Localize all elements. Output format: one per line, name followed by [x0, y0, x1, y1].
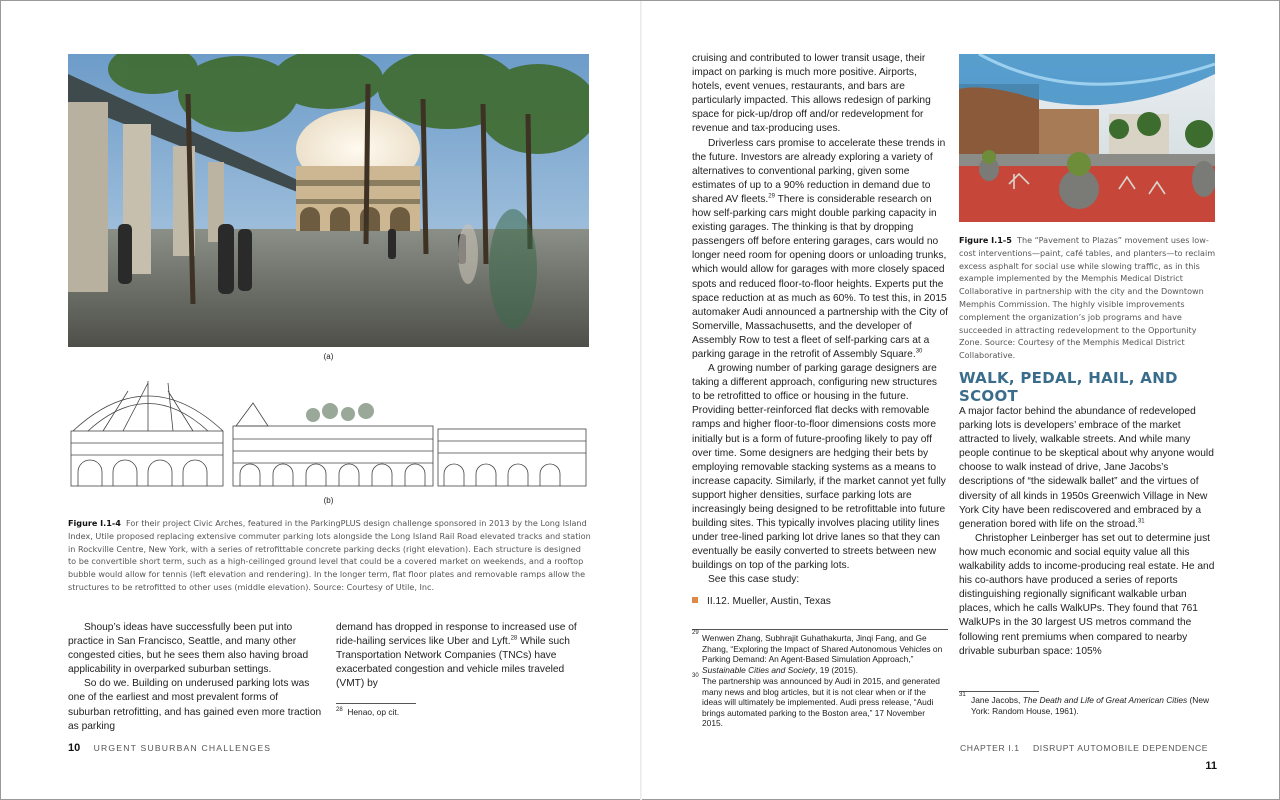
- text-run: A major factor behind the abundance of redeveloped parking lots is developers’ embrace of the market attracted to lively, walkable streets. And while many people continue to be skeptical about why anyone would choose to walk instead of drive, Jane Jacobs’s descriptions of “the sidewalk ballet” and the virtues of diversity of all kinds in 1950s Greenwich Village in New York City have been rediscovered and embraced by a generation bored with life on the stroad.: [959, 406, 1214, 530]
- journal-title: Sustainable Cities and Society: [702, 664, 816, 675]
- footnote-text: The partnership was announced by Audi in 2015, and generated many news and blog articles, but it is not clear when or if the ideas will ultimately be implemented. Audi press release, “Audi brings automated parking to the Boston area,” 17 November 2015.: [702, 676, 940, 729]
- right-column-2: [959, 405, 1217, 659]
- footnote-31: [959, 692, 1217, 716]
- footnote-rule: [959, 691, 1039, 692]
- paragraph: So do we. Building on underused parking lots was one of the earliest and most prevalent forms of suburban retrofitting, and has gained even more traction as parking: [68, 678, 322, 732]
- chapter-label: CHAPTER I.1: [960, 743, 1020, 753]
- right-page: [641, 1, 1280, 800]
- footnote-29: [692, 630, 948, 675]
- text-run: , 19 (2015).: [815, 664, 858, 675]
- text-run: Jane Jacobs,: [971, 695, 1023, 705]
- footnote-rule: [336, 703, 416, 704]
- footnote-ref-31[interactable]: 31: [1137, 518, 1145, 525]
- civic-arches-elevations-drawing: [68, 371, 589, 491]
- footnote-number: 28: [336, 707, 343, 714]
- footnote-text: [971, 695, 1217, 716]
- footnote-ref-28[interactable]: 28: [510, 635, 518, 642]
- square-bullet-icon: [692, 597, 698, 603]
- paragraph: cruising and contributed to lower transit usage, their impact on parking is much more positive. Airports, hotels, event venues, restaurants, and bars are particularly impacted. This allows redesign of parking space for pick-up/drop off and/or redevelopment for revenue and tax-producing uses.: [692, 53, 931, 135]
- case-study-label: II.12. Mueller, Austin, Texas: [707, 595, 831, 607]
- footnote-number: 30: [692, 673, 699, 679]
- text-run: Wenwen Zhang, Subhrajit Guhathakurta, Jinqi Fang, and Ge Zhang, “Exploring the Impact of Shared Autonomous Vehicles on Parking Demand: An Agent-Based Simulation Approach,”: [702, 633, 943, 665]
- page-number: 11: [1205, 760, 1217, 772]
- footnote-number: 31: [959, 692, 966, 698]
- left-folio: [68, 738, 271, 756]
- caption-label: Figure I.1-4: [68, 518, 121, 528]
- figure-1-1-5-caption: [959, 234, 1217, 362]
- footnote-text: [702, 633, 948, 675]
- paragraph: [336, 621, 594, 691]
- caption-text: For their project Civic Arches, featured in the ParkingPLUS design challenge sponsored in 2013 by the Long Island Index, Utile proposed replacing extensive commuter parking lots alongside the Long Island Rail Road elevated tracks and station in Rockville Centre, New York, with a series of retrofittable concrete parking decks (right elevation). Each structure is designed to be convertible short term, such as a high-ceilinged ground level that could be a covered market on weekends, and a rooftop bubble would allow for tennis (left elevation and rendering). In the longer term, flat floor plates and removable ramps allow the structures to be retrofitted to other uses (middle elevation). Source: Courtesy of Utile, Inc.: [68, 518, 591, 592]
- figure-a-label: (a): [323, 352, 334, 361]
- text-run: There is considerable research on how self-parking cars might double parking capacity in existing garages. The thinking is that by dropping passengers off before entering garages, cars would no longer need room for opening doors or unloading trunks, which would allow for garages with more closely spaced spots and reduced floor-to-floor heights. Experts put the space reduction at as much as 60%. To test this, in 2015 automaker Audi announced a partnership with the City of Somerville, Massachusetts, and the developer of Assembly Row to test a fleet of self-parking cars at a parking garage in the retrofit of Assembly Square.: [692, 193, 948, 360]
- footnote-28: [336, 707, 594, 718]
- text-run: While such Transportation Network Companies (TNCs) have exacerbated congestion and vehicle miles traveled (VMT) by: [336, 636, 570, 690]
- paragraph: Christopher Leinberger has set out to determine just how much economic and social equity value all this walkability adds to income-producing real estate. He and his co-authors have produced a series of reports distinguishing regionally significant walkable urban places, which he calls WalkUPs. They found that 761 WalkUPs in the 30 largest US metros command the following rent premiums when compared to nearby drivable suburban space: 105%: [959, 532, 1215, 657]
- civic-arches-rendering-image: [68, 54, 589, 347]
- paragraph: [959, 405, 1217, 532]
- right-folio: [959, 738, 1217, 774]
- book-title: The Death and Life of Great American Cities: [1022, 695, 1188, 705]
- paragraph: Shoup’s ideas have successfully been put into practice in San Francisco, Seattle, and many other congested cities, but he sees them also having broad applicability in overparked suburban settings.: [68, 622, 309, 676]
- left-column-1: [68, 621, 323, 734]
- text-run: demand has dropped in response to increased use of ride-hailing services like Uber and Lyft.: [336, 622, 577, 648]
- paragraph: A growing number of parking garage designers are taking a different approach, configuring new structures to be retrofitted to office or housing in the future. Providing better-reinforced flat decks with removable ramps and higher floor-to-floor dimensions costs more initially but is a form of future-proofing likely to pay off over time. Some designers are hedging their bets by employing removable stacking systems as a means to increase capacity. Similarly, if the market cannot yet fully support higher densities, surface parking lots are increasingly being designed to be retrofittable into future building sites. This typically involves placing utility lines under tree-lined parking lot drive lanes so that they can eventually be easily converted to streets between new buildings on top of the parking lots.: [692, 363, 946, 572]
- caption-label: Figure I.1-5: [959, 235, 1012, 245]
- section-heading: WALK, PEDAL, HAIL, AND SCOOT: [959, 369, 1178, 405]
- running-head: DISRUPT AUTOMOBILE DEPENDENCE: [1032, 743, 1209, 753]
- figure-b-label: (b): [323, 496, 334, 505]
- paragraph: See this case study:: [708, 574, 800, 586]
- footnote-ref-29[interactable]: 29: [768, 193, 775, 200]
- case-study-link[interactable]: [692, 595, 948, 609]
- text-run: Driverless cars promise to accelerate these trends in the future. Investors are already exploring a variety of alternatives to conventional parking, given some estimates of up to a 90% reduction in demand due to shared AV fleets.: [692, 137, 946, 205]
- page-number: 10: [68, 742, 81, 754]
- footnote-text: Henao, op cit.: [347, 707, 400, 717]
- text-run: (New York: Random House, 1961).: [971, 695, 1210, 716]
- figure-1-1-4-caption: [68, 517, 591, 594]
- right-column-1: [692, 52, 948, 609]
- paragraph: [692, 137, 948, 363]
- left-page: [1, 1, 641, 800]
- running-head: URGENT SUBURBAN CHALLENGES: [93, 743, 272, 753]
- footnote-rule: [692, 629, 948, 630]
- left-column-2: [336, 621, 594, 691]
- pavement-to-plazas-photo: [959, 54, 1215, 222]
- caption-text: The “Pavement to Plazas” movement uses low-cost interventions—paint, café tables, and planters—to reclaim excess asphalt for social use while slowing traffic, as in this example implemented by the Memphis Medical District Collaborative in partnership with the city and the Downtown Memphis Commission. The highly visible improvements complement the organization’s job programs and have succeeded in attracting redevelopment to the Opportunity Zone. Source: Courtesy of the Memphis Medical District Collaborative.: [959, 235, 1216, 361]
- footnote-ref-30[interactable]: 30: [915, 348, 923, 355]
- footnote-30: [692, 673, 948, 729]
- footnote-number: 29: [692, 630, 699, 636]
